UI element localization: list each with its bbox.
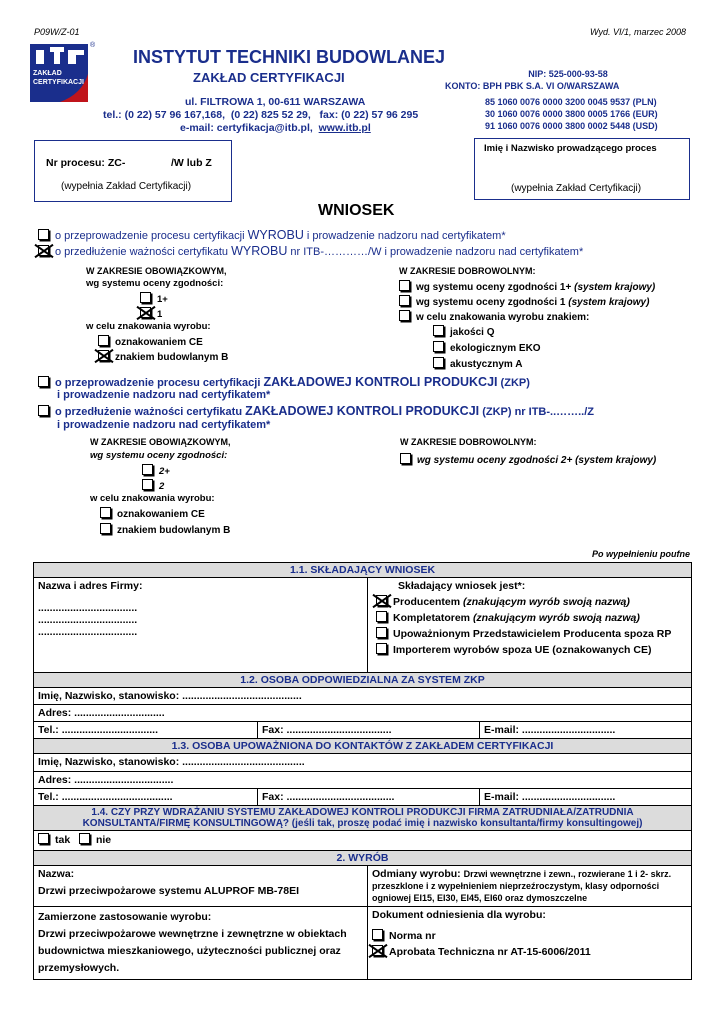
process-number-box[interactable]	[34, 140, 232, 202]
usage-value: Drzwi przeciwpożarowe wewnętrzne i zewnętrzne w obiektach budownictwa mieszkaniowego, użyteczności publicznej oraz przemysłowych.	[38, 928, 347, 974]
vol-text: W ZAKRESIE DOBROWOLNYM	[400, 437, 534, 447]
opt-text: Norma nr	[389, 930, 436, 942]
applicant-importer[interactable]	[376, 643, 687, 656]
checkbox[interactable]	[100, 507, 111, 518]
checkbox[interactable]	[142, 479, 153, 490]
opt-text: jakości Q	[450, 327, 495, 338]
consultant-answer	[34, 831, 692, 851]
h14-line-1: 1.4. CZY PRZY WDRAŻANIU SYSTEMU ZAKŁADOWEJ KONTROLI PRODUKCJI FIRMA ZATRUDNIAŁA/ZATRUDNIA	[91, 807, 634, 818]
zkp-option-2-cont: i prowadzenie nadzoru nad certyfikatem*	[57, 419, 271, 431]
opt-text: nie	[95, 834, 112, 846]
opt-text: wg systemu oceny zgodności 2+ (system krajowy)	[417, 455, 657, 466]
checkbox[interactable]	[79, 833, 90, 844]
applicant-label: Składający wniosek jest*:	[398, 580, 526, 592]
checkbox[interactable]	[376, 627, 387, 638]
checkbox[interactable]	[100, 523, 111, 534]
section-1-3-header: 1.3. OSOBA UPOWAŻNIONA DO KONTAKTÓW Z ZAKŁADEM CERTYFIKACJI	[34, 739, 692, 754]
zkp-ce[interactable]	[100, 507, 205, 520]
process-suffix: /W lub Z	[171, 157, 212, 169]
checkbox-checked[interactable]	[98, 350, 109, 361]
variants-value: Drzwi wewnętrzne i zewn., rozwierane 1 i 2- skrz. przeszklone i z wypełnieniem nieprzeźroczystym, klasy odporności ogniowej EI15, EI30, EI45, EI60 oraz dymoszczelne	[372, 869, 672, 903]
checkbox[interactable]	[399, 310, 410, 321]
product-name-cell[interactable]	[34, 866, 368, 907]
checkbox[interactable]	[38, 229, 49, 240]
opt-text: oznakowaniem CE	[115, 337, 203, 348]
opt-strong: WYROBU	[231, 244, 288, 258]
opt-text: (ZKP)	[497, 377, 530, 389]
p13-email[interactable]: E-mail: ................................	[480, 789, 692, 806]
opt-text: Kompletatorem	[393, 612, 473, 624]
zkp-option-1[interactable]	[38, 375, 530, 389]
institute-phones: tel.: (0 22) 57 96 167,168, (0 22) 825 52 29, fax: (0 22) 57 96 295	[103, 109, 419, 121]
opt-text: o przedłużenie ważności certyfikatu	[55, 246, 232, 258]
checkbox[interactable]	[372, 929, 383, 940]
mandatory-system: wg systemu oceny zgodności:	[86, 278, 224, 289]
checkbox[interactable]	[433, 325, 444, 336]
account-eur: 30 1060 0076 0000 3800 0005 1766 (EUR)	[485, 109, 658, 119]
checkbox[interactable]	[376, 643, 387, 654]
checkbox[interactable]	[98, 335, 109, 346]
account-usd: 91 1060 0076 0000 3800 0002 5448 (USD)	[485, 121, 658, 131]
web-link[interactable]: www.itb.pl	[318, 122, 371, 134]
p12-name[interactable]: Imię, Nazwisko, stanowisko: .........................................	[34, 688, 692, 705]
variants-label: Odmiany wyrobu:	[372, 868, 464, 880]
person-label: Imię i Nazwisko prowadzącego proces	[484, 143, 657, 154]
process-note: (wypełnia Zakład Certyfikacji)	[61, 181, 192, 192]
p13-name[interactable]: Imię, Nazwisko, stanowisko: ..........................................	[34, 754, 692, 772]
applicant-producer[interactable]	[376, 595, 687, 608]
zkp-marking: w celu znakowania wyrobu:	[90, 493, 215, 504]
opt-text: wg systemu oceny zgodności 1+	[416, 282, 575, 293]
person-box[interactable]	[474, 138, 690, 200]
opt-text: 2	[159, 481, 165, 492]
opt-text: Producentem	[393, 596, 464, 608]
opt-italic: (znakującym wyrób swoją nazwą)	[472, 612, 640, 624]
firm-label: Nazwa i adres Firmy:	[38, 580, 143, 592]
checkbox[interactable]	[140, 292, 151, 303]
checkbox[interactable]	[400, 453, 411, 464]
system-1plus[interactable]	[140, 292, 168, 305]
voluntary-heading: W ZAKRESIE DOBROWOLNYM:	[399, 266, 536, 276]
product-name-value: Drzwi przeciwpożarowe systemu ALUPROF MB-78EI	[38, 885, 299, 897]
ref-norm[interactable]	[372, 929, 687, 942]
edition: Wyd. VI/1, marzec 2008	[589, 27, 686, 37]
ref-approval[interactable]	[372, 945, 687, 958]
process-label: Nr procesu: ZC-	[46, 157, 126, 169]
logo-text-1: ZAKŁAD	[33, 70, 62, 77]
section-2-header: 2. WYRÓB	[34, 851, 692, 866]
vol-mark[interactable]	[399, 310, 589, 323]
zkp-2[interactable]	[142, 479, 164, 492]
checkbox[interactable]	[399, 280, 410, 291]
nip: NIP: 525-000-93-58	[528, 69, 608, 79]
opt-text: znakiem budowlanym B	[117, 525, 231, 536]
usage-cell[interactable]	[34, 907, 368, 980]
opt-text: o przedłużenie ważności certyfikatu	[55, 406, 246, 418]
registered-mark: ®	[90, 42, 96, 49]
reference-label: Dokument odniesienia dla wyrobu:	[372, 909, 546, 921]
checkbox-checked[interactable]	[38, 245, 49, 256]
p13-fax[interactable]: Fax: .....................................	[258, 789, 480, 806]
opt-text: i prowadzenie nadzoru nad certyfikatem*	[303, 230, 506, 242]
opt-strong: ZAKŁADOWEJ KONTROLI PRODUKCJI	[263, 375, 498, 389]
p12-fax[interactable]: Fax: ....................................	[258, 722, 480, 739]
zkp-2plus[interactable]	[142, 464, 170, 477]
applicant-assembler[interactable]	[376, 611, 687, 624]
zkp-mandatory: W ZAKRESIE OBOWIĄZKOWYM,	[90, 437, 231, 447]
email-text: e-mail: certyfikacja@itb.pl	[180, 122, 310, 134]
opt-text: 2+	[159, 466, 170, 477]
p13-tel[interactable]: Tel.: ......................................	[34, 789, 258, 806]
vol-eko[interactable]	[433, 341, 541, 354]
opt-text: znakiem budowlanym B	[115, 352, 229, 363]
zkp-option-2[interactable]	[38, 404, 594, 418]
form-code: P09W/Z-01	[34, 27, 80, 37]
checkbox[interactable]	[433, 341, 444, 352]
firm-line-1[interactable]: ..................................	[38, 602, 138, 614]
reference-cell	[368, 907, 692, 980]
marking-heading: w celu znakowania wyrobu:	[86, 321, 211, 332]
application-form	[33, 562, 692, 980]
page-title: WNIOSEK	[318, 202, 395, 219]
opt-text: 1+	[157, 294, 168, 305]
person-note: (wypełnia Zakład Certyfikacji)	[511, 183, 642, 194]
itb-logo	[30, 42, 96, 102]
vol-q[interactable]	[433, 325, 494, 338]
institute-dept: ZAKŁAD CERTYFIKACJI	[193, 70, 345, 85]
checkbox[interactable]	[38, 833, 49, 844]
product-name-label: Nazwa:	[38, 868, 75, 880]
checkbox[interactable]	[38, 405, 49, 416]
checkbox[interactable]	[399, 295, 410, 306]
mark-ce[interactable]	[98, 335, 203, 348]
vol-1plus[interactable]	[399, 280, 655, 293]
checkbox-checked[interactable]	[140, 307, 151, 318]
zkp-vol-2plus[interactable]	[400, 453, 656, 466]
opt-text: o przeprowadzenie procesu certyfikacji	[55, 230, 248, 242]
p12-email[interactable]: E-mail: ................................	[480, 722, 692, 739]
account-pln: 85 1060 0076 0000 3200 0045 9537 (PLN)	[485, 97, 657, 107]
opt-italic: (system krajowy)	[568, 297, 650, 308]
opt-text: w celu znakowania wyrobu znakiem:	[416, 312, 590, 323]
checkbox[interactable]	[38, 376, 49, 387]
vol-1[interactable]	[399, 295, 649, 308]
vol-text: W ZAKRESIE DOBROWOLNYM	[399, 266, 533, 276]
opt-strong: ZAKŁADOWEJ KONTROLI PRODUKCJI	[245, 404, 480, 418]
confidential-note: Po wypełnieniu poufne	[591, 549, 690, 559]
institute-name: INSTYTUT TECHNIKI BUDOWLANEJ	[133, 47, 445, 67]
usage-label: Zamierzone zastosowanie wyrobu:	[38, 911, 212, 923]
mark-b[interactable]	[98, 350, 228, 363]
opt-italic: (znakującym wyrób swoją nazwą)	[463, 596, 630, 608]
checkbox-checked[interactable]	[376, 595, 387, 606]
zkp-b[interactable]	[100, 523, 230, 536]
opt-text: wg systemu oceny zgodności 1	[416, 297, 569, 308]
opt-text: o przeprowadzenie procesu certyfikacji	[55, 377, 264, 389]
zkp-voluntary: W ZAKRESIE DOBROWOLNYM:	[400, 437, 537, 447]
firm-cell[interactable]	[34, 578, 368, 673]
section-1-2-header: 1.2. OSOBA ODPOWIEDZIALNA ZA SYSTEM ZKP	[34, 673, 692, 688]
institute-address: ul. FILTROWA 1, 00-611 WARSZAWA	[185, 96, 366, 108]
h14-line-2: KONSULTANTA/FIRMĘ KONSULTINGOWĄ? (jeśli tak, proszę podać imię i nazwisko konsultanta/firmy konsultingowej)	[82, 818, 643, 829]
variants-cell[interactable]	[368, 866, 692, 907]
section-1-4-header	[34, 806, 692, 831]
opt-strong: WYROBU	[247, 228, 304, 242]
p12-tel[interactable]: Tel.: .................................	[34, 722, 258, 739]
checkbox[interactable]	[433, 357, 444, 368]
answer-no[interactable]	[79, 834, 111, 846]
zkp-option-1-cont: i prowadzenie nadzoru nad certyfikatem*	[57, 389, 271, 401]
checkbox[interactable]	[142, 464, 153, 475]
applicant-representative[interactable]	[376, 627, 687, 640]
section-1-1-header: 1.1. SKŁADAJĄCY WNIOSEK	[34, 563, 692, 578]
mandatory-heading: W ZAKRESIE OBOWIĄZKOWYM,	[86, 266, 227, 276]
zkp-mand-system: wg systemu oceny zgodności:	[90, 450, 228, 461]
opt-text: nr ITB-…………/W i prowadzenie nadzoru nad certyfikatem*	[287, 246, 584, 258]
opt-text: oznakowaniem CE	[117, 509, 205, 520]
opt-text: (ZKP) nr ITB-..……../Z	[479, 406, 595, 418]
opt-text: akustycznym A	[450, 359, 523, 370]
opt-text: Upoważnionym Przedstawicielem Producenta spoza RP	[393, 628, 672, 640]
p13-address[interactable]: Adres: ..................................	[34, 772, 692, 789]
vol-a[interactable]	[433, 357, 522, 370]
firm-line-2[interactable]: ..................................	[38, 614, 138, 626]
institute-email: e-mail: certyfikacja@itb.pl, www.itb.pl	[180, 122, 371, 134]
product-option-1[interactable]	[38, 228, 506, 242]
opt-text: ekologicznym EKO	[450, 343, 541, 354]
answer-yes[interactable]	[38, 834, 70, 846]
opt-italic: (system krajowy)	[574, 282, 656, 293]
bank-account: KONTO: BPH PBK S.A. VI O/WARSZAWA	[445, 81, 620, 91]
opt-text: tak	[55, 834, 71, 846]
checkbox-checked[interactable]	[372, 945, 383, 956]
checkbox[interactable]	[376, 611, 387, 622]
product-option-2[interactable]	[38, 244, 583, 258]
opt-text: Aprobata Techniczna nr AT-15-6006/2011	[389, 946, 591, 958]
opt-text: 1	[157, 309, 163, 320]
logo-text-2: CERTYFIKACJI	[33, 79, 84, 86]
p12-address[interactable]: Adres: ...............................	[34, 705, 692, 722]
applicant-cell	[368, 578, 692, 673]
firm-line-3[interactable]: ..................................	[38, 626, 138, 638]
system-1[interactable]	[140, 307, 162, 320]
opt-text: Importerem wyrobów spoza UE (oznakowanych CE)	[393, 644, 652, 656]
